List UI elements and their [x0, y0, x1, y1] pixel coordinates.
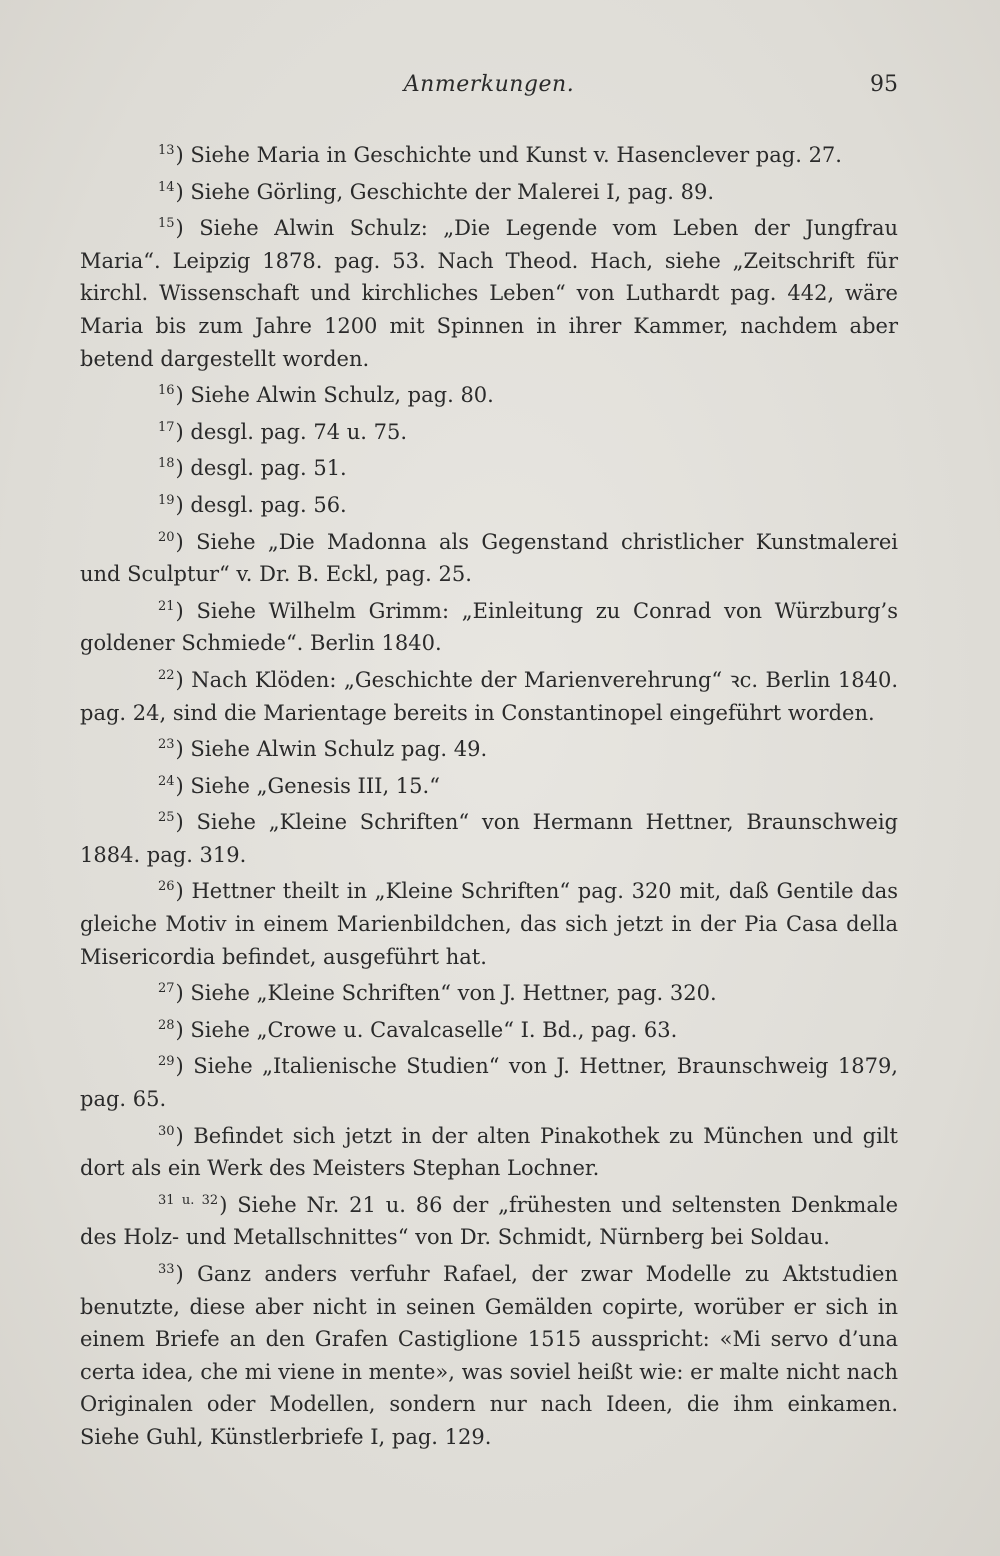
- footnote: [80, 660, 898, 729]
- footnote: [80, 802, 898, 871]
- footnote-paren: ): [175, 143, 191, 167]
- footnote-number: 30: [158, 1123, 175, 1139]
- footnote-number: 25: [158, 810, 175, 826]
- footnote-number: 15: [158, 216, 175, 232]
- footnote: [80, 412, 898, 449]
- footnote-text: Siehe „Kleine Schriften“ von Hermann Hettner, Braunschweig 1884. pag. 319.: [80, 810, 899, 867]
- footnote-paren: ): [175, 383, 191, 408]
- footnote: [80, 1254, 898, 1454]
- footnote: [80, 1046, 898, 1115]
- footnote-number: 16: [158, 383, 175, 399]
- footnote-number: 14: [158, 179, 175, 195]
- footnote: [80, 172, 898, 209]
- footnote-paren: ): [175, 1017, 191, 1042]
- footnote-number: 28: [158, 1017, 175, 1033]
- footnote-number: 31 u. 32: [158, 1192, 219, 1208]
- footnote-paren: ): [175, 529, 197, 554]
- footnote-number: 27: [158, 981, 175, 997]
- footnote: [80, 1010, 898, 1047]
- footnote-text: desgl. pag. 51.: [190, 456, 347, 481]
- footnote-text: desgl. pag. 56.: [190, 492, 347, 517]
- page-number: 95: [870, 72, 898, 97]
- footnote-paren: ): [175, 419, 191, 444]
- footnote-paren: ): [175, 773, 191, 798]
- footnote-paren: ): [175, 456, 191, 481]
- footnote-number: 20: [158, 529, 175, 545]
- page-header: [80, 72, 898, 104]
- footnote-paren: ): [175, 179, 191, 204]
- footnote: [80, 135, 898, 172]
- footnote-number: 29: [158, 1054, 175, 1070]
- footnote-paren: ): [175, 216, 200, 241]
- footnote-paren: ): [175, 737, 191, 762]
- footnote: [80, 208, 898, 375]
- footnote-number: 23: [158, 737, 175, 753]
- footnote: [80, 485, 898, 522]
- footnote: [80, 522, 898, 591]
- footnote: [80, 766, 898, 803]
- footnote-paren: ): [175, 1262, 198, 1286]
- footnote: [80, 448, 898, 485]
- footnote-paren: ): [175, 1123, 194, 1148]
- footnote-number: 21: [158, 598, 175, 614]
- footnote-paren: ): [175, 879, 192, 904]
- footnote: [80, 1116, 898, 1185]
- footnote-number: 13: [158, 143, 175, 158]
- footnote-text: Siehe Maria in Geschichte und Kunst v. Hasenclever pag. 27.: [190, 143, 842, 167]
- footnotes-list: [80, 135, 898, 1454]
- footnote: [80, 591, 898, 660]
- footnote-text: Siehe Görling, Geschichte der Malerei I, pag. 89.: [190, 179, 715, 204]
- footnote-text: Siehe Alwin Schulz: „Die Legende vom Leben der Jungfrau Maria“. Leipzig 1878. pag. 53. Nach Theod. Hach, siehe „Zeitschrift für kirchl. Wissenschaft und kirchliches Leben“ von Luthardt pag. 442, wäre Maria bis zum Jahre 1200 mit Spinnen in ihrer Kammer, nachdem aber betend dargestellt worden.: [80, 216, 898, 371]
- footnote-number: 17: [158, 419, 175, 435]
- footnote-text: Hettner theilt in „Kleine Schriften“ pag. 320 mit, daß Gentile das gleiche Motiv in einem Marienbildchen, das sich jetzt in der Pia Casa della Misericordia befindet, ausgeführt hat.: [80, 879, 898, 969]
- footnote-number: 18: [158, 456, 175, 472]
- footnote-number: 26: [158, 879, 175, 895]
- footnote-text: Siehe „Crowe u. Cavalcaselle“ I. Bd., pag. 63.: [190, 1017, 678, 1042]
- footnote-text: Siehe Alwin Schulz pag. 49.: [190, 737, 488, 762]
- footnote-text: Siehe Wilhelm Grimm: „Einleitung zu Conrad von Würzburg’s goldener Schmiede“. Berlin 1840.: [80, 598, 899, 656]
- footnote-paren: ): [175, 667, 192, 692]
- footnote-text: Siehe Alwin Schulz, pag. 80.: [190, 383, 494, 408]
- footnote-text: Ganz anders verfuhr Rafael, der zwar Modelle zu Aktstudien benutzte, diese aber nicht in seinen Gemälden copirte, worüber er sich in einem Briefe an den Grafen Castiglione 1515 ausspricht: «Mi servo d’una certa idea, che mi viene in mente», was soviel heißt wie: er malte nicht nach Originalen oder Modellen, sondern nur nach Ideen, die ihm einkamen. Siehe Guhl, Künstlerbriefe I, pag. 129.: [80, 1262, 898, 1449]
- footnote-text: Siehe „Die Madonna als Gegenstand christlicher Kunstmalerei und Sculptur“ v. Dr. B. Eckl, pag. 25.: [80, 529, 898, 587]
- footnote-text: Siehe Nr. 21 u. 86 der „frühesten und seltensten Denkmale des Holz- und Metallschnittes“ von Dr. Schmidt, Nürnberg bei Soldau.: [80, 1192, 899, 1250]
- footnote: [80, 871, 898, 973]
- footnote-number: 19: [158, 492, 175, 508]
- footnote: [80, 375, 898, 412]
- footnote-text: Siehe „Kleine Schriften“ von J. Hettner, pag. 320.: [190, 981, 717, 1006]
- footnote-paren: ): [175, 810, 197, 835]
- footnote-text: Siehe „Genesis III, 15.“: [190, 773, 440, 798]
- footnote: [80, 973, 898, 1010]
- footnote-text: Siehe „Italienische Studien“ von J. Hettner, Braunschweig 1879, pag. 65.: [80, 1054, 898, 1112]
- footnote-number: 22: [158, 667, 175, 683]
- footnote: [80, 1185, 898, 1254]
- footnote-paren: ): [175, 981, 191, 1006]
- footnote-paren: ): [219, 1192, 238, 1217]
- footnote: [80, 729, 898, 766]
- footnote-text: desgl. pag. 74 u. 75.: [190, 419, 408, 444]
- footnote-number: 33: [158, 1262, 175, 1277]
- footnote-text: Befindet sich jetzt in der alten Pinakothek zu München und gilt dort als ein Werk des Meisters Stephan Lochner.: [80, 1123, 898, 1181]
- running-head: Anmerkungen.: [403, 72, 575, 97]
- footnote-number: 24: [158, 773, 175, 789]
- footnote-paren: ): [175, 1054, 194, 1079]
- footnote-paren: ): [175, 598, 197, 623]
- footnote-paren: ): [175, 492, 191, 517]
- footnote-text: Nach Klöden: „Geschichte der Marienverehrung“ ꝛc. Berlin 1840. pag. 24, sind die Marientage bereits in Constantinopel eingeführt worden.: [80, 667, 899, 725]
